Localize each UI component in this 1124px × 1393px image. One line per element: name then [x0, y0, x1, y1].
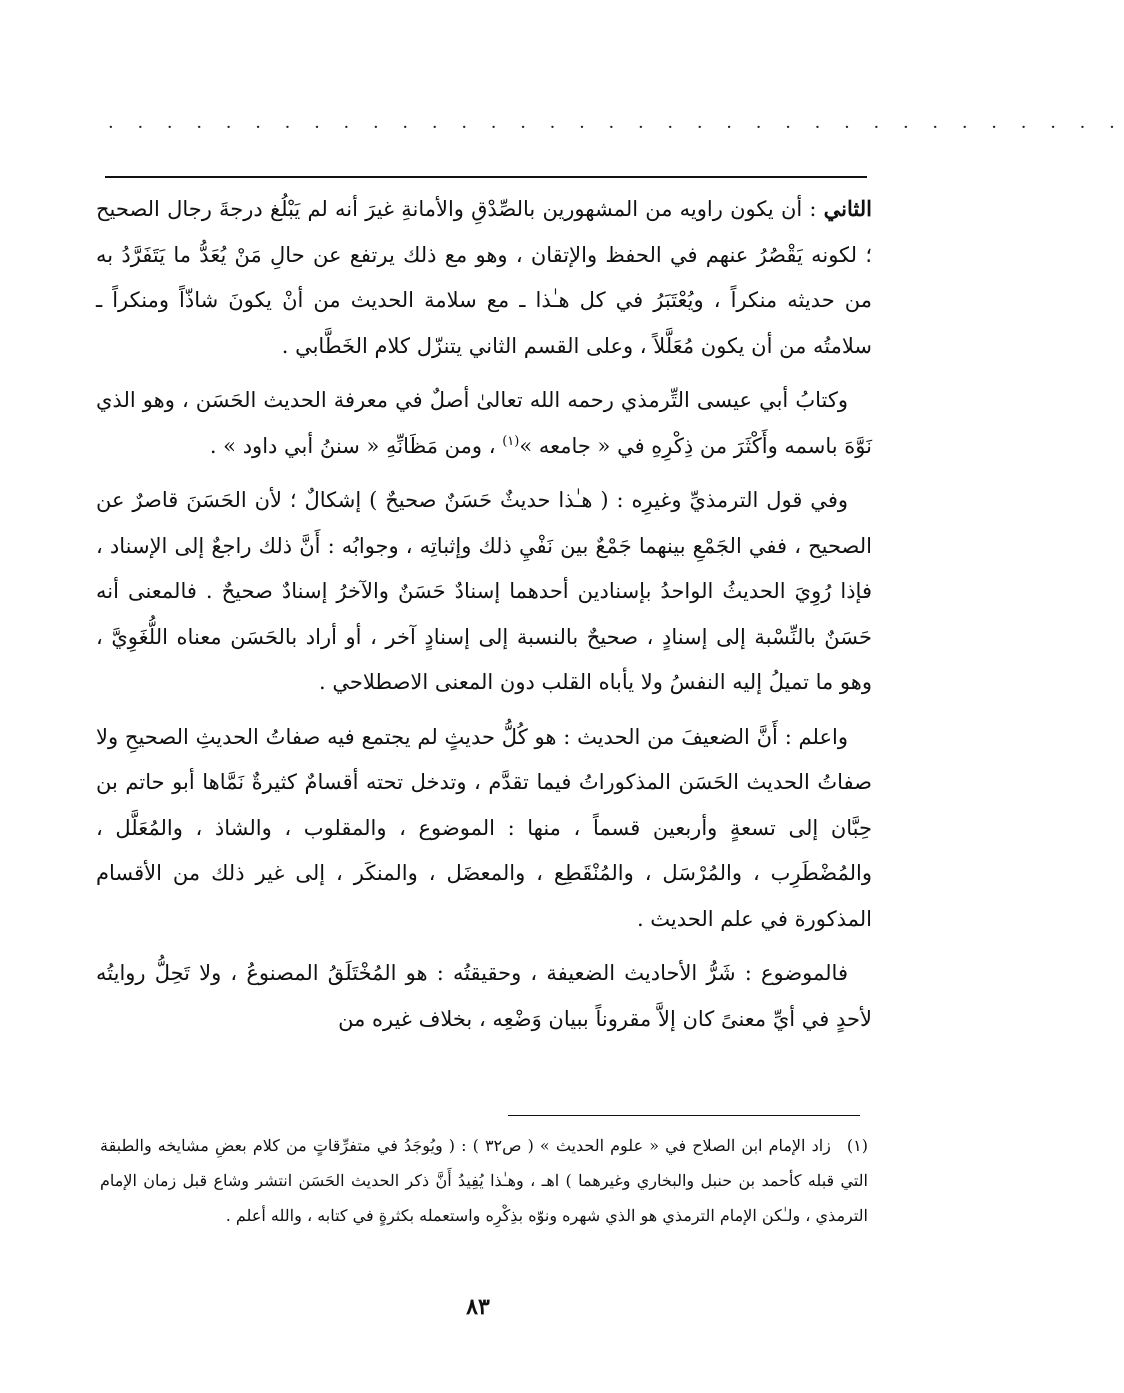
paragraph-lead-word: الثاني — [823, 196, 872, 221]
paragraph-hasan-second-category — [96, 186, 872, 369]
footnote-item — [100, 1128, 868, 1233]
paragraph-tirmidhi-book — [96, 378, 872, 469]
main-text — [96, 186, 872, 1051]
footnote-separator — [508, 1115, 860, 1116]
page-number: ٨٣ — [466, 1294, 490, 1320]
footnote-number: (١) — [846, 1136, 868, 1155]
header-rule — [105, 176, 867, 178]
paragraph-text: : أن يكون راويه من المشهورين بالصِّدْقِ والأمانةِ غيرَ أنه لم يَبْلُغ درجةَ رجال الصحيح ؛ لكونه يَقْصُرُ عنهم في الحفظ والإتقان ، وهو مع ذلك يرتفع عن حالِ مَنْ يُعَدُّ ما يَتَفَرَّدُ به من حديثه منكراً ، ويُعْتَبَرُ في كل هـٰذا ـ مع سلامة الحديث من أنْ يكونَ شاذّاً ومنكراً ـ سلامتُه من أن يكون مُعَلَّلاً ، وعلى القسم الثاني يتنزّل كلام الخَطَّابي . — [96, 197, 872, 358]
footnote-reference[interactable]: (١) — [502, 433, 520, 449]
paragraph-text: ، ومن مَظَانِّهِ « سننُ أبي داود » . — [209, 433, 503, 458]
paragraph-hasan-sahih-problem: وفي قول الترمذيِّ وغيرِه : ( هـٰذا حديثٌ حَسَنٌ صحيحٌ ) إشكالٌ ؛ لأن الحَسَنَ قاصرٌ عن الصحيح ، ففي الجَمْعِ بينهما جَمْعٌ بين نَفْيِ ذلك وإثباتِه ، وجوابُه : أَنَّ ذلك راجعٌ إلى الإسناد ، فإذا رُوِيَ الحديثُ الواحدُ بإسنادين أحدهما إسنادٌ حَسَنٌ والآخرُ إسنادٌ صحيحٌ . فالمعنى أنه حَسَنٌ بالنِّسْبة إلى إسنادٍ ، صحيحٌ بالنسبة إلى إسنادٍ آخر ، أو أراد بالحَسَن معناه اللُّغَوِيَّ ، وهو ما تميلُ إليه النفسُ ولا يأباه القلب دون المعنى الاصطلاحي . — [96, 488, 872, 694]
header-dotted-line: · · · · · · · · · · · · · · · · · · · · · · · · · · · · · · · · · · · — [108, 117, 1124, 138]
footnotes-section — [100, 1128, 868, 1233]
paragraph-mawdu-definition: فالموضوع : شَرُّ الأحاديث الضعيفة ، وحقيقتُه : هو المُخْتَلَقُ المصنوعُ ، ولا تَحِلُّ روايتُه لأحدٍ في أيِّ معنىً كان إلاَّ مقروناً ببيان وَضْعِه ، بخلاف غيره من — [96, 961, 872, 1031]
paragraph-text: وكتابُ أبي عيسى التِّرمذي رحمه الله تعالىٰ أصلٌ في معرفة الحديث الحَسَن ، وهو الذي نَوَّهَ باسمه وأَكْثَرَ من ذِكْرِهِ في « جامعه » — [96, 388, 872, 458]
footnote-text: زاد الإمام ابن الصلاح في « علوم الحديث » ( ص٣٢ ) : ( ويُوجَدُ في متفرِّقاتٍ من كلام بعضِ مشايخه والطبقة التي قبله كأحمد بن حنبل والبخاري وغيرهما ) اهـ ، وهـٰذا يُفِيدُ أَنَّ ذكر الحديث الحَسَن انتشر وشاع قبل زمان الإمام الترمذي ، ولـٰكن الإمام الترمذي هو الذي شهره ونوّه بذِكْرِه واستعمله بكثرةٍ في كتابه ، والله أعلم . — [100, 1136, 868, 1225]
paragraph-daif-definition: واعلم : أَنَّ الضعيفَ من الحديث : هو كُلُّ حديثٍ لم يجتمع فيه صفاتُ الحديثِ الصحيحِ ولا صفاتُ الحديث الحَسَن المذكوراتُ فيما تقدَّم ، وتدخل تحته أقسامٌ كثيرةٌ نَمَّاها أبو حاتم بن حِبَّان إلى تسعةٍ وأربعين قسماً ، منها : الموضوع ، والمقلوب ، والشاذ ، والمُعَلَّل ، والمُضْطَرِب ، والمُرْسَل ، والمُنْقَطِع ، والمعضَل ، والمنكَر ، إلى غير ذلك من الأقسام المذكورة في علم الحديث . — [96, 724, 872, 931]
